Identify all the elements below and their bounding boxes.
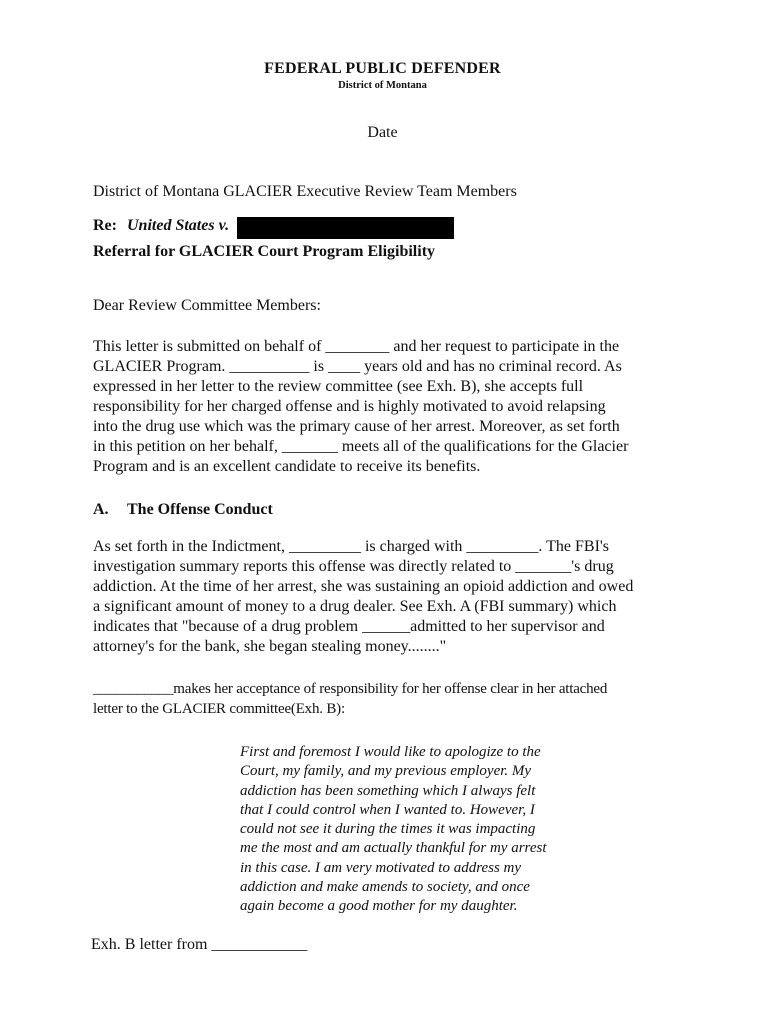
letterhead-subtitle: District of Montana [338,80,427,91]
paragraph-line: letter to the GLACIER committee(Exh. B): [93,701,345,717]
paragraph-line: in this petition on her behalf, _______ meets all of the qualifications for the Glacier [93,438,629,455]
quote-line: addiction and make amends to society, and once [240,879,530,896]
re-label: Re: [93,217,117,234]
paragraph-line: a significant amount of money to a drug dealer. See Exh. A (FBI summary) which [93,598,617,615]
quote-line: could not see it during the times it was impacting [240,821,536,838]
paragraph-line: ___________makes her acceptance of responsibility for her offense clear in her attached [93,681,608,697]
paragraph-line: attorney's for the bank, she began stealing money........" [93,638,447,655]
paragraph-line: indicates that "because of a drug problem ______admitted to her supervisor and [93,618,605,635]
paragraph-line: responsibility for her charged offense and is highly motivated to avoid relapsing [93,398,606,415]
quote-line: that I could control when I wanted to. However, I [240,801,535,818]
exhibit-caption: Exh. B letter from ____________ [91,936,308,953]
re-subject: Referral for GLACIER Court Program Eligibility [93,243,436,260]
paragraph-line: investigation summary reports this offense was directly related to _______'s drug [93,558,614,575]
quote-line: again become a good mother for my daughter. [240,898,518,915]
paragraph-intro [93,337,628,477]
salutation: Dear Review Committee Members: [93,297,321,314]
quote-line: Court, my family, and my previous employer. My [240,763,532,780]
block-quote [240,743,547,917]
paragraph-offense [93,537,633,657]
quote-line: addiction has been something which I always felt [240,782,536,799]
paragraph-line: expressed in her letter to the review committee (see Exh. B), she accepts full [93,378,584,395]
paragraph-line: This letter is submitted on behalf of ________ and her request to participate in the [93,338,620,355]
quote-line: First and foremost I would like to apologize to the [240,744,541,760]
paragraph-line: into the drug use which was the primary cause of her arrest. Moreover, as set forth [93,418,620,435]
quote-line: me the most and am actually thankful for my arrest [240,840,547,857]
re-case-name: United States v. [127,217,230,234]
paragraph-acceptance [93,679,607,719]
addressee-line: District of Montana GLACIER Executive Review Team Members [93,183,517,200]
letterhead-title: FEDERAL PUBLIC DEFENDER [264,60,501,77]
paragraph-line: GLACIER Program. __________ is ____ years old and has no criminal record. As [93,358,622,375]
quote-line: in this case. I am very motivated to address my [240,859,522,876]
section-number: A. [93,501,109,518]
paragraph-line: addiction. At the time of her arrest, she was sustaining an opioid addiction and owed [93,578,634,595]
re-line [93,217,229,235]
paragraph-line: Program and is an excellent candidate to receive its benefits. [93,458,481,475]
paragraph-line: As set forth in the Indictment, _________ is charged with _________. The FBI's [93,538,610,555]
letter-date: Date [367,124,398,141]
redaction-block [237,217,454,239]
section-heading [93,501,273,519]
section-title: The Offense Conduct [127,501,273,518]
